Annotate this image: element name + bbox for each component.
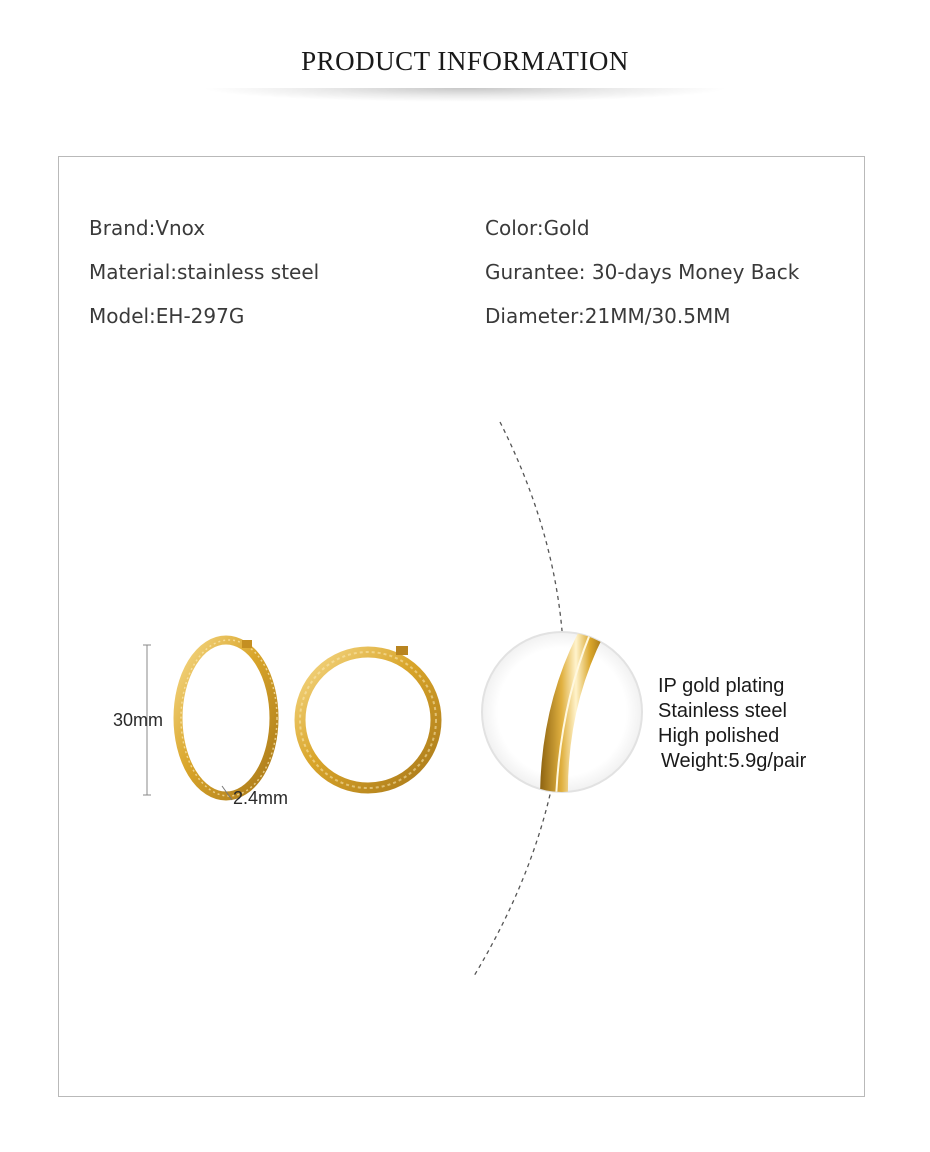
spec-material: Material:stainless steel [89, 260, 320, 284]
spec-brand: Brand:Vnox [89, 216, 206, 240]
width-dimension-label: 2.4mm [233, 788, 289, 808]
earring-front-view [300, 646, 436, 788]
earring-side-view [178, 640, 277, 800]
callout-plating: IP gold plating [658, 675, 785, 697]
spec-diameter: Diameter:21MM/30.5MM [485, 304, 731, 328]
callout-weight: Weight:5.9g/pair [661, 750, 807, 772]
callout-material: Stainless steel [658, 700, 787, 722]
spec-model: Model:EH-297G [89, 304, 245, 328]
page-title: PRODUCT INFORMATION [301, 46, 629, 76]
callout-finish: High polished [658, 725, 780, 747]
spec-color: Color:Gold [485, 216, 590, 240]
magnified-detail-loupe [482, 620, 642, 800]
spec-guarantee: Gurantee: 30-days Money Back [485, 260, 800, 284]
height-dimension-label: 30mm [113, 710, 164, 730]
